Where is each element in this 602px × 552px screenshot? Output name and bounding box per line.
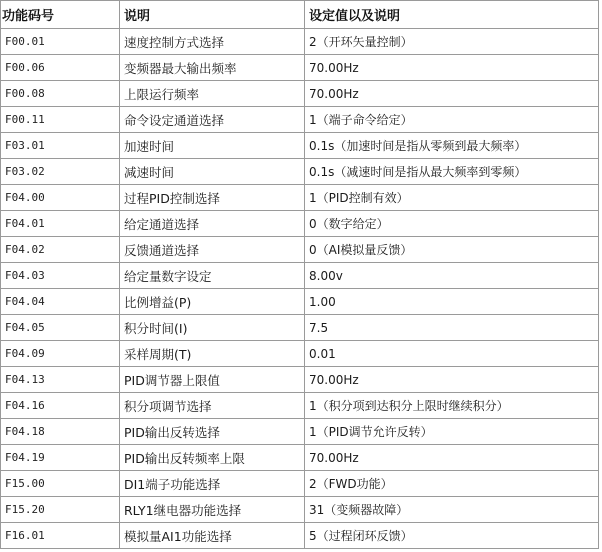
param-value-cell: 70.00Hz bbox=[305, 445, 599, 471]
param-description-cell: 模拟量AI1功能选择 bbox=[120, 523, 305, 549]
param-description-cell: 命令设定通道选择 bbox=[120, 107, 305, 133]
param-code-cell: F00.11 bbox=[1, 107, 120, 133]
param-value-cell: 70.00Hz bbox=[305, 367, 599, 393]
param-value-cell: 0.1s（减速时间是指从最大频率到零频） bbox=[305, 159, 599, 185]
param-code-cell: F00.06 bbox=[1, 55, 120, 81]
param-code-cell: F04.05 bbox=[1, 315, 120, 341]
param-description-cell: 给定量数字设定 bbox=[120, 263, 305, 289]
param-code-cell: F00.08 bbox=[1, 81, 120, 107]
table-row bbox=[1, 237, 599, 263]
table-body bbox=[1, 29, 599, 549]
table-row bbox=[1, 367, 599, 393]
param-code-cell: F04.13 bbox=[1, 367, 120, 393]
param-code-cell: F03.01 bbox=[1, 133, 120, 159]
param-code-cell: F15.00 bbox=[1, 471, 120, 497]
table-row bbox=[1, 315, 599, 341]
param-code-cell: F04.00 bbox=[1, 185, 120, 211]
param-description-cell: PID输出反转频率上限 bbox=[120, 445, 305, 471]
param-description-cell: PID调节器上限值 bbox=[120, 367, 305, 393]
param-value-cell: 1（PID调节允许反转） bbox=[305, 419, 599, 445]
table-header bbox=[1, 1, 599, 29]
param-value-cell: 0.1s（加速时间是指从零频到最大频率） bbox=[305, 133, 599, 159]
param-description-cell: PID输出反转选择 bbox=[120, 419, 305, 445]
header-description: 说明 bbox=[120, 1, 305, 29]
table-row bbox=[1, 419, 599, 445]
table-row bbox=[1, 159, 599, 185]
param-value-cell: 1（端子命令给定） bbox=[305, 107, 599, 133]
param-code-cell: F04.18 bbox=[1, 419, 120, 445]
table-row bbox=[1, 341, 599, 367]
param-value-cell: 70.00Hz bbox=[305, 81, 599, 107]
param-description-cell: 减速时间 bbox=[120, 159, 305, 185]
param-description-cell: 给定通道选择 bbox=[120, 211, 305, 237]
header-code: 功能码号 bbox=[1, 1, 120, 29]
param-value-cell: 2（FWD功能） bbox=[305, 471, 599, 497]
param-value-cell: 31（变频器故障） bbox=[305, 497, 599, 523]
param-description-cell: 积分项调节选择 bbox=[120, 393, 305, 419]
table-row bbox=[1, 523, 599, 549]
param-code-cell: F04.19 bbox=[1, 445, 120, 471]
table-row bbox=[1, 29, 599, 55]
table-row bbox=[1, 263, 599, 289]
param-value-cell: 5（过程闭环反馈） bbox=[305, 523, 599, 549]
param-value-cell: 7.5 bbox=[305, 315, 599, 341]
param-value-cell: 8.00v bbox=[305, 263, 599, 289]
header-value: 设定值以及说明 bbox=[305, 1, 599, 29]
param-description-cell: 速度控制方式选择 bbox=[120, 29, 305, 55]
param-value-cell: 0（数字给定） bbox=[305, 211, 599, 237]
param-code-cell: F03.02 bbox=[1, 159, 120, 185]
table-row bbox=[1, 497, 599, 523]
param-description-cell: 积分时间(I) bbox=[120, 315, 305, 341]
param-description-cell: 反馈通道选择 bbox=[120, 237, 305, 263]
param-code-cell: F15.20 bbox=[1, 497, 120, 523]
param-code-cell: F04.01 bbox=[1, 211, 120, 237]
table-row bbox=[1, 133, 599, 159]
param-code-cell: F00.01 bbox=[1, 29, 120, 55]
param-code-cell: F04.04 bbox=[1, 289, 120, 315]
table-row bbox=[1, 55, 599, 81]
param-value-cell: 0.01 bbox=[305, 341, 599, 367]
param-value-cell: 2（开环矢量控制） bbox=[305, 29, 599, 55]
param-description-cell: 加速时间 bbox=[120, 133, 305, 159]
param-description-cell: DI1端子功能选择 bbox=[120, 471, 305, 497]
param-description-cell: 比例增益(P) bbox=[120, 289, 305, 315]
table-row bbox=[1, 393, 599, 419]
param-code-cell: F04.02 bbox=[1, 237, 120, 263]
table-row bbox=[1, 81, 599, 107]
param-code-cell: F04.16 bbox=[1, 393, 120, 419]
header-row bbox=[1, 1, 599, 29]
param-value-cell: 1（PID控制有效） bbox=[305, 185, 599, 211]
table-row bbox=[1, 471, 599, 497]
param-value-cell: 1（积分项到达积分上限时继续积分） bbox=[305, 393, 599, 419]
table-row bbox=[1, 185, 599, 211]
param-code-cell: F04.09 bbox=[1, 341, 120, 367]
param-description-cell: 变频器最大输出频率 bbox=[120, 55, 305, 81]
param-value-cell: 1.00 bbox=[305, 289, 599, 315]
table-row bbox=[1, 107, 599, 133]
param-description-cell: 上限运行频率 bbox=[120, 81, 305, 107]
param-code-cell: F04.03 bbox=[1, 263, 120, 289]
param-description-cell: 过程PID控制选择 bbox=[120, 185, 305, 211]
table-row bbox=[1, 445, 599, 471]
param-description-cell: 采样周期(T) bbox=[120, 341, 305, 367]
param-description-cell: RLY1继电器功能选择 bbox=[120, 497, 305, 523]
table-row bbox=[1, 211, 599, 237]
table-row bbox=[1, 289, 599, 315]
param-value-cell: 70.00Hz bbox=[305, 55, 599, 81]
param-code-cell: F16.01 bbox=[1, 523, 120, 549]
param-value-cell: 0（AI模拟量反馈） bbox=[305, 237, 599, 263]
